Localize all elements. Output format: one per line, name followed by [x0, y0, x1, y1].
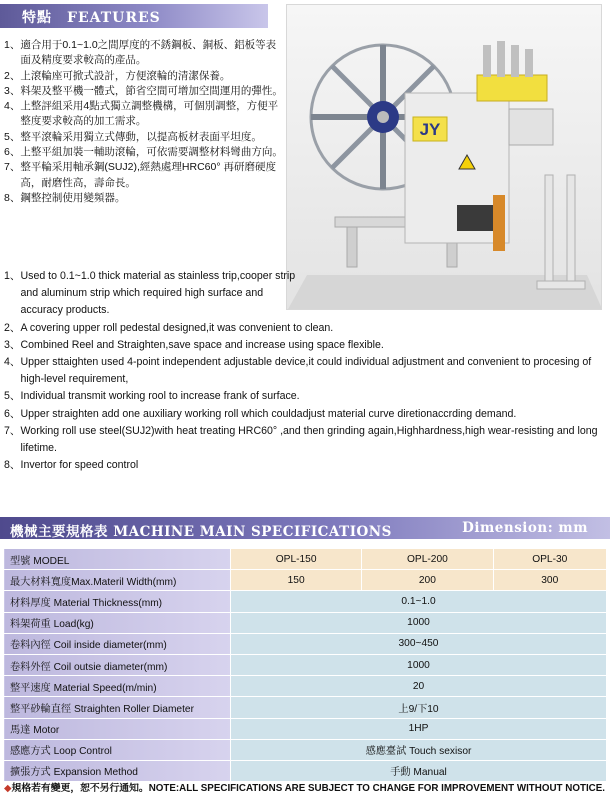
- machine-photo: [286, 4, 602, 310]
- list-item: 6、 Upper straighten add one auxiliary working roll which couldadjust material curve diretionaccrding demand.: [4, 407, 517, 420]
- list-item: 2、 A covering upper roll pedestal designed,it was convenient to clean.: [4, 321, 334, 334]
- list-item: 3、 料架及整平機一體式，節省空間可增加空間運用的彈性。: [4, 84, 283, 97]
- list-item: 7、 整平輪采用軸承鋼(SUJ2),經熱處理HRC60° 再研磨硬度高，耐磨性高，壽命長。: [4, 161, 276, 189]
- table-row: 卷料外徑 Coil outsie diameter(mm) 1000: [4, 654, 607, 675]
- note-text: 規格若有變更，恕不另行通知。NOTE:ALL SPECIFICATIONS ARE SUBJECT TO CHANGE FOR IMPROVEMENT WITHOUT NOTICE.: [11, 783, 605, 794]
- table-row: 最大材料寬度Max.Materil Width(mm) 150 200 300: [4, 570, 607, 591]
- list-item: 3、 Combined Reel and Straighten,save space and increase using space flexible.: [4, 338, 384, 351]
- features-zh-list: [4, 38, 286, 206]
- list-item: 8、 Invertor for speed control: [4, 459, 139, 472]
- spec-dimension: Dimension: mm: [462, 520, 588, 536]
- spec-header-bar: [0, 517, 610, 539]
- list-item: 2、 上滾輪座可掀式設計，方便滾輪的清潔保養。: [4, 69, 231, 82]
- table-row: 整平砂輪直徑 Straighten Roller Diameter 上9/下10: [4, 697, 607, 718]
- disclaimer-note: [4, 780, 608, 794]
- table-row: 材料厚度 Material Thickness(mm) 0.1~1.0: [4, 591, 607, 612]
- features-header-bar: [0, 4, 268, 28]
- list-item: 7、 Working roll use steel(SUJ2)with heat treating HRC60° ,and then grinding again,Highhardness,high wear-resisting and long lifetime.: [4, 424, 598, 455]
- table-row: 感應方式 Loop Control 感應臺試 Touch sexisor: [4, 739, 607, 760]
- table-row: 型號 MODEL OPL-150 OPL-200 OPL-30: [4, 549, 607, 570]
- table-row: 整平速度 Material Speed(m/min) 20: [4, 676, 607, 697]
- list-item: 1、 Used to 0.1~1.0 thick material as stainless trip,cooper strip and aluminum strip which required high surface and accuracy products.: [4, 270, 296, 317]
- spec-header: 機械主要規格表 MACHINE MAIN SPECIFICATIONS: [10, 524, 392, 540]
- machine-illustration: [287, 5, 602, 310]
- list-item: 5、 Individual transmit working rool to increase frank of surface.: [4, 390, 300, 403]
- list-item: 8、 鋼整控制使用變頻器。: [4, 191, 126, 204]
- features-en-list: [4, 268, 604, 474]
- spec-table: [3, 548, 607, 782]
- table-row: 馬達 Motor 1HP: [4, 718, 607, 739]
- table-row: 擴張方式 Expansion Method 手動 Manual: [4, 760, 607, 781]
- table-row: 卷料內徑 Coil inside diameter(mm) 300~450: [4, 633, 607, 654]
- list-item: 6、 上整平組加裝一輔助滾輪，可依需要調整材料彎曲方向。: [4, 146, 283, 159]
- list-item: 4、 Upper sttaighten used 4-point independent adjustable device,it could individual adjustment and convenient to procesing of high-level requirement,: [4, 356, 592, 386]
- diamond-icon: ◆: [4, 783, 12, 794]
- list-item: 1、 適合用于0.1~1.0之間厚度的不銹鋼板、銅板、鋁板等表面及精度要求較高的產品。: [4, 39, 277, 67]
- table-row: 料架荷重 Load(kg) 1000: [4, 612, 607, 633]
- list-item: 4、 上整評組采用4點式獨立調整機構，可個別調整，方便平整度要求較高的加工需求。: [4, 100, 279, 128]
- list-item: 5、 整平滾輪采用獨立式傳動，以提高板材表面平坦度。: [4, 130, 262, 143]
- features-header: 特點 FEATURES: [22, 10, 161, 26]
- brand-logo: JY: [419, 120, 441, 139]
